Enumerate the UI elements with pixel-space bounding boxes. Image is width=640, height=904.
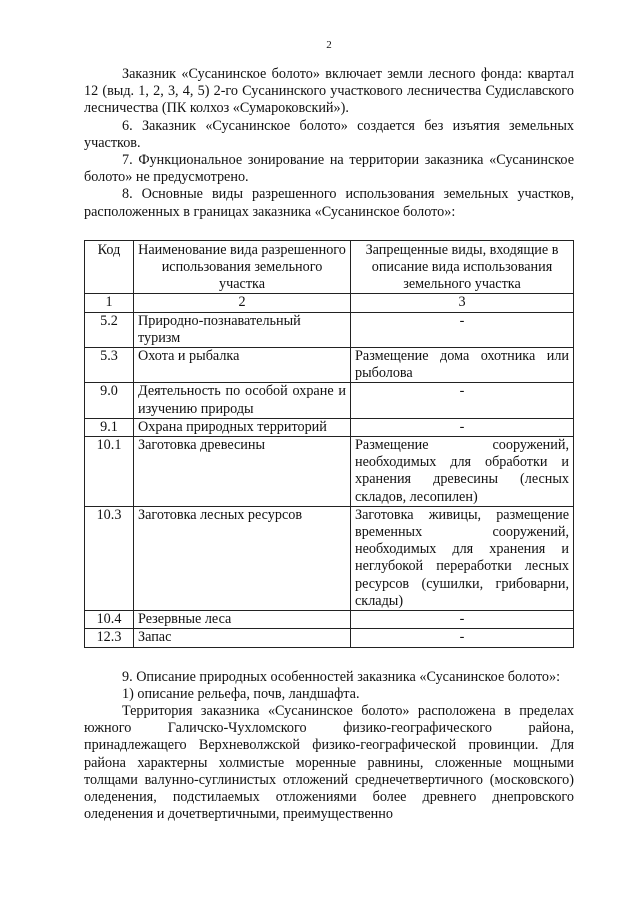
numbering-cell: 3 (351, 294, 574, 312)
name-cell: Запас (134, 629, 351, 647)
table-row (85, 611, 574, 629)
paragraph-7: 7. Функциональное зонирование на территории заказника «Сусанинское болото» не предусмотрено. (84, 152, 574, 186)
name-cell: Природно-познавательный туризм (134, 312, 351, 347)
table-row (85, 348, 574, 383)
prohibited-cell: Размещение сооружений, необходимых для обработки и хранения древесины (лесных складов, лесопилен) (351, 437, 574, 507)
header-code: Код (85, 240, 134, 294)
prohibited-cell: - (351, 611, 574, 629)
page-number: 2 (326, 39, 332, 51)
table-row (85, 418, 574, 436)
spacer (84, 648, 574, 669)
name-cell: Деятельность по особой охране и изучению природы (134, 383, 351, 418)
code-cell: 9.0 (85, 383, 134, 418)
prohibited-cell: - (351, 312, 574, 347)
prohibited-cell: Заготовка живицы, размещение временных сооружений, необходимых для хранения и неглубокой переработки лесных ресурсов (сушилки, грибоварни, склады) (351, 506, 574, 610)
header-name: Наименование вида разрешенного использования земельного участка (134, 240, 351, 294)
header-prohibited: Запрещенные виды, входящие в описание вида использования земельного участка (351, 240, 574, 294)
paragraph-territory: Заказник «Сусанинское болото» включает земли лесного фонда: квартал 12 (выд. 1, 2, 3, 4, 5) 2-го Сусанинского участкового лесничества Судиславского лесничества (ПК колхоз «Сумароковский»). (84, 66, 574, 117)
paragraph-6: 6. Заказник «Сусанинское болото» создается без изъятия земельных участков. (84, 117, 574, 151)
intro-section (84, 66, 574, 221)
name-cell: Охота и рыбалка (134, 348, 351, 383)
description-section (84, 669, 574, 824)
name-cell: Резервные леса (134, 611, 351, 629)
prohibited-cell: Размещение дома охотника или рыболова (351, 348, 574, 383)
land-use-table (84, 240, 574, 648)
code-cell: 12.3 (85, 629, 134, 647)
code-cell: 10.1 (85, 437, 134, 507)
table-row (85, 629, 574, 647)
table-row (85, 437, 574, 507)
paragraph-9: 9. Описание природных особенностей заказника «Сусанинское болото»: (122, 668, 561, 685)
code-cell: 10.3 (85, 506, 134, 610)
table-row (85, 383, 574, 418)
numbering-cell: 1 (85, 294, 134, 312)
name-cell: Заготовка лесных ресурсов (134, 506, 351, 610)
name-cell: Охрана природных территорий (134, 418, 351, 436)
code-cell: 5.2 (85, 312, 134, 347)
subsection-heading: 1) описание рельефа, почв, ландшафта. (122, 685, 360, 702)
table-numbering-row (85, 294, 574, 312)
prohibited-cell: - (351, 629, 574, 647)
code-cell: 5.3 (85, 348, 134, 383)
paragraph-8: 8. Основные виды разрешенного использования земельных участков, расположенных в границах заказника «Сусанинское болото»: (84, 186, 574, 220)
table-header-row (85, 240, 574, 294)
prohibited-cell: - (351, 418, 574, 436)
name-cell: Заготовка древесины (134, 437, 351, 507)
paragraph-relief: Территория заказника «Сусанинское болото» расположена в пределах южного Галичско-Чухломского физико-географического района, принадлежащего Верхневолжской физико-географической провинции. Для района характерны холмистые моренные равнины, сложенные мощными толщами валунно-суглинистых отложений среднечетвертичного (московского) оледенения, подстилаемых отложениями более древнего днепровского оледенения и дочетвертичными, преимущественно (84, 702, 574, 823)
prohibited-cell: - (351, 383, 574, 418)
code-cell: 10.4 (85, 611, 134, 629)
code-cell: 9.1 (85, 418, 134, 436)
table-row (85, 506, 574, 610)
table-row (85, 312, 574, 347)
numbering-cell: 2 (134, 294, 351, 312)
